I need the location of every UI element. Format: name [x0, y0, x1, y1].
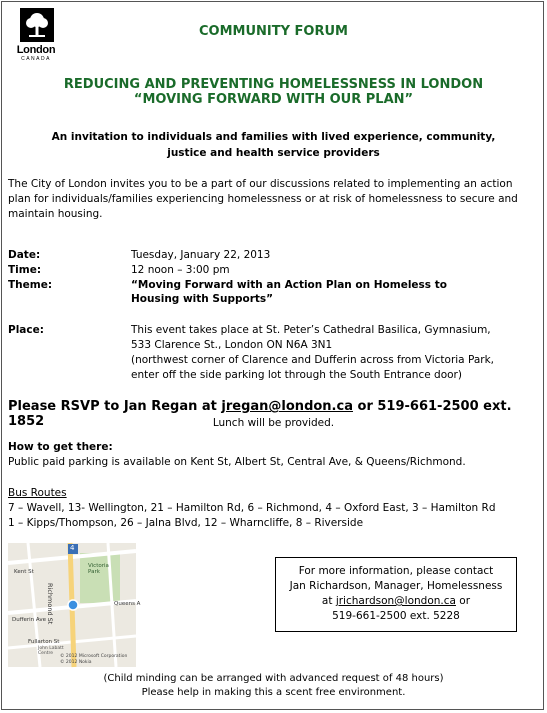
date-label: Date:	[8, 249, 41, 261]
intro-paragraph	[8, 177, 538, 222]
bus-routes-line2: 1 – Kipps/Thompson, 26 – Jalna Blvd, 12 – Wharncliffe, 8 – Riverside	[8, 517, 364, 529]
place-line1: This event takes place at St. Peter’s Cathedral Basilica, Gymnasium,	[131, 324, 491, 336]
place-line2: 533 Clarence St., London ON N6A 3N1	[131, 339, 333, 351]
map-copyright-nokia: © 2012 Nokia	[60, 660, 92, 665]
map-street-kent: Kent St	[14, 569, 34, 575]
map-copyright-microsoft: © 2012 Microsoft Corporation	[60, 654, 128, 659]
logo-subtitle: CANADA	[21, 56, 51, 62]
logo-wordmark: London	[16, 44, 56, 56]
victoria-park-area	[80, 553, 120, 603]
child-minding-note: (Child minding can be arranged with advanced request of 48 hours)	[103, 673, 444, 684]
location-map[interactable]	[8, 543, 141, 667]
intro-line1: The City of London invites you to be a part of our discussions related to implementing an action	[8, 178, 513, 190]
theme-line1: “Moving Forward with an Action Plan on Homeless to	[131, 279, 447, 291]
invitation-line1: An invitation to individuals and families with lived experience, community,	[51, 131, 496, 143]
headline-line2: “MOVING FORWARD WITH OUR PLAN”	[133, 92, 414, 107]
date-value: Tuesday, January 22, 2013	[131, 249, 271, 261]
rsvp-email-link[interactable]: jregan@london.ca	[221, 399, 353, 414]
map-street-queens: Queens A	[114, 601, 141, 607]
location-pin-icon	[68, 600, 78, 610]
info-line1: For more information, please contact	[298, 565, 494, 577]
map-street-fullarton: Fullarton St	[28, 639, 60, 645]
theme-line2: Housing with Supports”	[131, 293, 274, 305]
map-label-victoria-park: Victoria Park	[88, 563, 109, 575]
intro-line3: maintain housing.	[8, 208, 103, 220]
map-route-badge: 4	[70, 544, 75, 552]
info-phone: 519-661-2500 ext. 5228	[332, 610, 460, 622]
place-line4: enter off the side parking lot through the South Entrance door)	[131, 369, 462, 381]
how-heading: How to get there:	[8, 441, 113, 453]
map-street-dufferin: Dufferin Ave	[12, 617, 46, 623]
headline-line1: REDUCING AND PREVENTING HOMELESSNESS IN LONDON	[63, 77, 484, 92]
bus-routes-line1: 7 – Wavell, 13- Wellington, 21 – Hamilton Rd, 6 – Richmond, 4 – Oxford East, 3 – Hamilton Rd	[8, 502, 496, 514]
map-street-richmond: Richmond St	[46, 583, 54, 625]
time-value: 12 noon – 3:00 pm	[131, 264, 230, 276]
info-line3	[276, 594, 516, 609]
invitation-line2: justice and health service providers	[167, 147, 380, 159]
map-label-jlc: John Labatt Centre	[38, 646, 64, 656]
theme-label: Theme:	[8, 279, 53, 291]
place-label: Place:	[8, 324, 44, 336]
info-line3-suffix: or	[455, 595, 471, 607]
bus-routes-heading: Bus Routes	[8, 487, 67, 499]
contact-info-box	[275, 557, 517, 632]
invitation	[0, 129, 547, 161]
rsvp-suffix: or 519-661-2500 ext. 1852	[8, 399, 512, 429]
rsvp-prefix: Please RSVP to Jan Regan at	[8, 399, 222, 414]
parking-info: Public paid parking is available on Kent St, Albert St, Central Ave, & Queens/Richmond.	[8, 456, 466, 468]
contact-email-link[interactable]: jrichardson@london.ca	[335, 595, 456, 607]
footer-notes	[0, 672, 547, 700]
lunch-note: Lunch will be provided.	[212, 417, 335, 429]
page-title: COMMUNITY FORUM	[199, 24, 348, 39]
info-line2: Jan Richardson, Manager, Homelessness	[289, 580, 503, 592]
scent-free-note: Please help in making this a scent free environment.	[141, 687, 406, 698]
time-label: Time:	[8, 264, 42, 276]
intro-line2: plan for individuals/families experiencing homelessness or at risk of homelessness to secure and	[8, 193, 518, 205]
place-line3: (northwest corner of Clarence and Dufferin across from Victoria Park,	[131, 354, 494, 366]
info-line3-prefix: at	[321, 595, 336, 607]
